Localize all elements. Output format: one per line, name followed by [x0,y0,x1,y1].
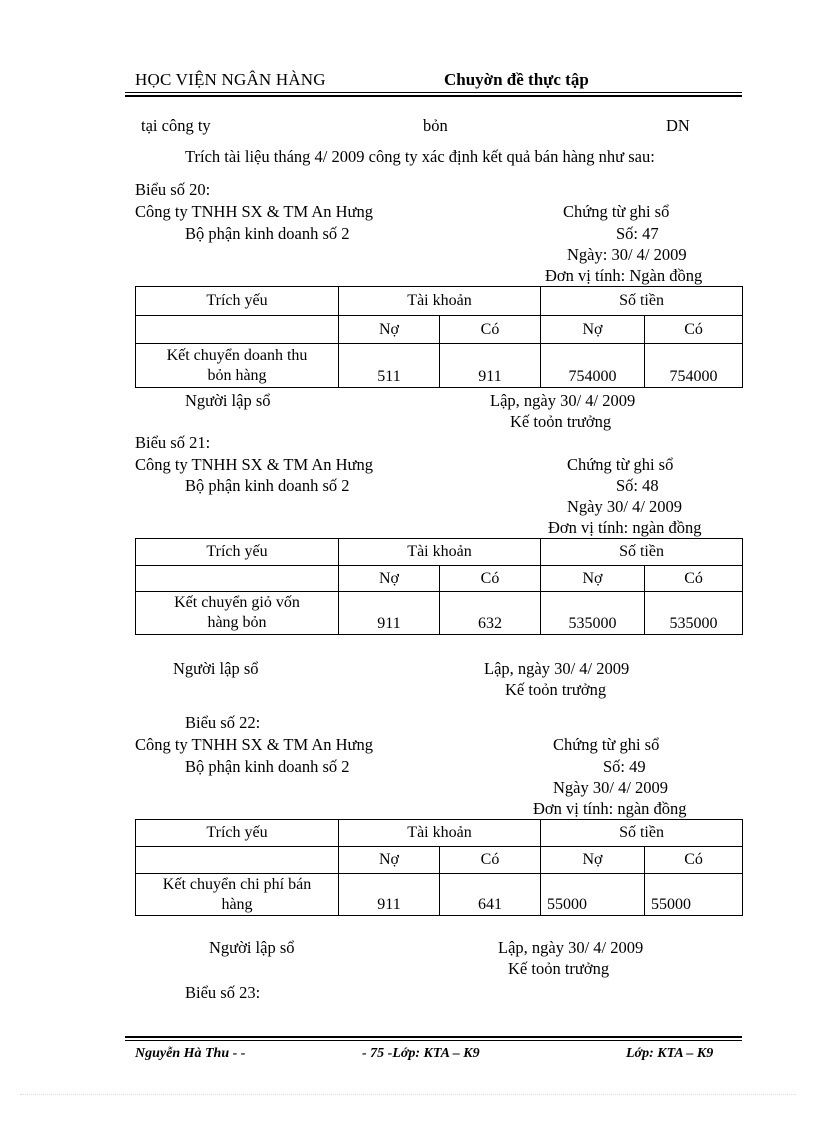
amount-credit-value: 754000 [645,344,743,388]
account-credit-value: 911 [440,344,541,388]
voucher-22-company: Công ty TNHH SX & TM An Hưng [135,735,373,754]
voucher-22-accountant: Kế toỏn trưởng [508,959,610,978]
voucher-21-table [135,538,743,635]
account-credit-header: Có [440,566,541,592]
col-summary-header: Trích yếu [136,287,339,316]
voucher-22-department: Bộ phận kinh doanh số 2 [185,757,350,776]
col-amount-header: Số tiền [541,820,743,847]
col-summary-header: Trích yếu [136,539,339,566]
voucher-21-department: Bộ phận kinh doanh số 2 [185,476,350,495]
entry-description [136,874,339,916]
entry-description-line-1: Kết chuyển doanh thu [166,346,308,364]
entry-description-line-1: Kết chuyển giỏ vốn [174,594,300,611]
voucher-22-preparer: Người lập sổ [209,938,295,957]
empty-cell [136,566,339,592]
voucher-21-preparer: Người lập sổ [173,659,259,678]
amount-credit-header: Có [645,566,743,592]
empty-cell [136,847,339,874]
footer-class: Lớp: KTA – K9 [626,1046,714,1061]
col-account-header: Tài khoản [339,539,541,566]
voucher-20-accountant: Kế toỏn trưởng [510,412,612,431]
footer-author: Nguyễn Hà Thu - - [135,1046,246,1061]
account-debit-value: 911 [339,874,440,916]
voucher-21-accountant: Kế toỏn trưởng [505,680,607,699]
footer-rule-thick [125,1036,742,1038]
voucher-20-unit: Đơn vị tính: Ngàn đồng [545,266,703,285]
entry-description-line-2: hàng bỏn [207,614,267,631]
voucher-21-date: Ngày 30/ 4/ 2009 [567,497,683,516]
voucher-20-date: Ngày: 30/ 4/ 2009 [567,245,687,264]
voucher-20-doc-number: Số: 47 [616,224,659,243]
account-credit-value: 632 [440,592,541,635]
amount-debit-header: Nợ [541,847,645,874]
entry-description-line-2: bỏn hàng [207,366,267,384]
account-debit-header: Nợ [339,316,440,344]
empty-cell [136,316,339,344]
intro-sentence: Trích tài liệu tháng 4/ 2009 công ty xác định kết quả bán hàng như sau: [185,147,655,166]
header-rule-thin [125,92,742,93]
intro-fragment-1: tại công ty [141,116,211,135]
account-debit-header: Nợ [339,847,440,874]
voucher-22-unit: Đơn vị tính: ngàn đồng [533,799,687,818]
amount-debit-value: 55000 [541,874,645,916]
col-summary-header: Trích yếu [136,820,339,847]
voucher-20-sign-date: Lập, ngày 30/ 4/ 2009 [490,391,636,410]
intro-fragment-2: bỏn [423,116,448,135]
header-institution: HỌC VIỆN NGÂN HÀNG [135,70,326,89]
voucher-23-label: Biểu số 23: [185,983,261,1002]
voucher-22-table [135,819,743,916]
voucher-22-doc-title: Chứng từ ghi sổ [553,735,660,754]
amount-debit-value: 754000 [541,344,645,388]
account-debit-value: 511 [339,344,440,388]
col-amount-header: Số tiền [541,539,743,566]
footer-page-class: - 75 -Lớp: KTA – K9 [362,1046,480,1061]
voucher-21-company: Công ty TNHH SX & TM An Hưng [135,455,373,474]
amount-debit-header: Nợ [541,566,645,592]
account-debit-value: 911 [339,592,440,635]
voucher-20-department: Bộ phận kinh doanh số 2 [185,224,350,243]
voucher-21-label: Biểu số 21: [135,433,211,452]
voucher-21-unit: Đơn vị tính: ngàn đồng [548,518,702,537]
account-credit-header: Có [440,316,541,344]
voucher-21-doc-title: Chứng từ ghi sổ [567,455,674,474]
voucher-22-label: Biểu số 22: [185,713,261,732]
voucher-22-sign-date: Lập, ngày 30/ 4/ 2009 [498,938,644,957]
amount-credit-value: 55000 [645,874,743,916]
header-rule-thick [125,95,742,97]
account-credit-header: Có [440,847,541,874]
voucher-22-date: Ngày 30/ 4/ 2009 [553,778,669,797]
voucher-21-sign-date: Lập, ngày 30/ 4/ 2009 [484,659,630,678]
voucher-22-doc-number: Số: 49 [603,757,646,776]
voucher-20-doc-title: Chứng từ ghi sổ [563,202,670,221]
voucher-21-doc-number: Số: 48 [616,476,659,495]
intro-fragment-3: DN [666,116,690,135]
voucher-20-label: Biểu số 20: [135,180,211,199]
page-bottom-dotted-line [20,1094,796,1095]
amount-debit-header: Nợ [541,316,645,344]
col-account-header: Tài khoản [339,820,541,847]
amount-credit-header: Có [645,847,743,874]
amount-debit-value: 535000 [541,592,645,635]
voucher-20-preparer: Người lập sổ [185,391,271,410]
footer-rule-thin [125,1040,742,1041]
entry-description-line-1: Kết chuyển chi phí bán [162,875,312,893]
voucher-20-company: Công ty TNHH SX & TM An Hưng [135,202,373,221]
col-account-header: Tài khoản [339,287,541,316]
account-debit-header: Nợ [339,566,440,592]
col-amount-header: Số tiền [541,287,743,316]
entry-description [136,344,339,388]
header-report-title: Chuyờn đề thực tập [444,70,589,89]
amount-credit-header: Có [645,316,743,344]
account-credit-value: 641 [440,874,541,916]
voucher-20-table [135,286,743,388]
entry-description [136,592,339,635]
amount-credit-value: 535000 [645,592,743,635]
entry-description-line-2: hàng [221,895,253,913]
